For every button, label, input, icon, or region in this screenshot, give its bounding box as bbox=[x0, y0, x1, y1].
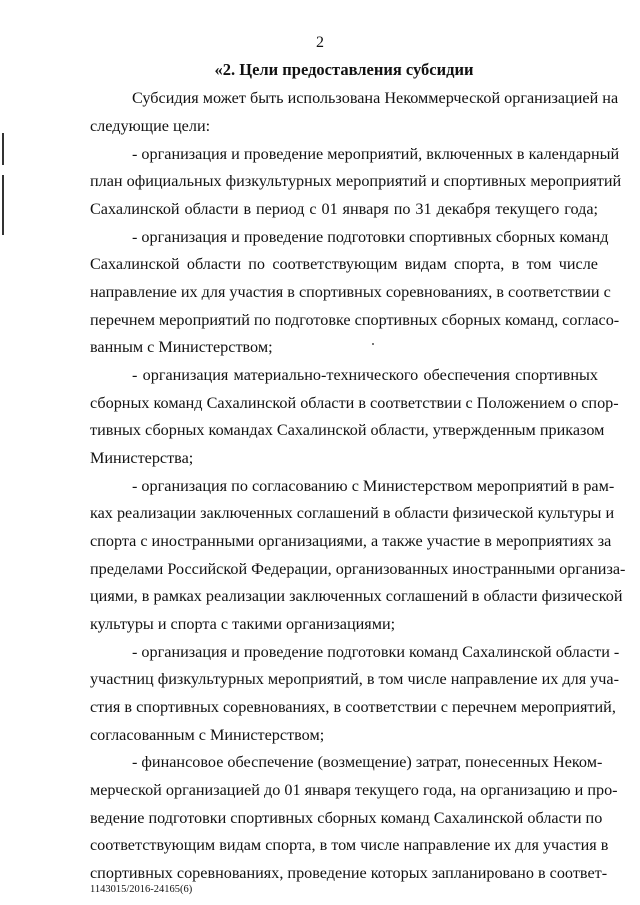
text-line: - организация по согласованию с Министерством мероприятий в рам- bbox=[132, 477, 615, 495]
text-line: тивных сборных командах Сахалинской области, утвержденным приказом bbox=[90, 421, 605, 439]
text-line: - организация материально-технического обеспечения спортивных bbox=[132, 366, 598, 384]
text-line: Министерства; bbox=[90, 449, 194, 467]
text-line: направление их для участия в спортивных соревнованиях, в соответствии с bbox=[90, 283, 611, 301]
text-line: Сахалинской области в период с 01 января по 31 декабря текущего года; bbox=[90, 200, 598, 218]
text-line: - организация и проведение подготовки спортивных сборных команд bbox=[132, 228, 609, 246]
margin-mark-bottom bbox=[2, 175, 4, 235]
text-line: пределами Российской Федерации, организованных иностранными организа- bbox=[90, 560, 626, 578]
text-line: согласованным с Министерством; bbox=[90, 726, 325, 744]
text-line: культуры и спорта с такими организациями; bbox=[90, 615, 396, 633]
margin-mark-top bbox=[2, 133, 4, 165]
document-footer: 1143015/2016-24165(6) bbox=[90, 884, 193, 895]
text-line: план официальных физкультурных мероприятий и спортивных мероприятий bbox=[90, 172, 622, 190]
text-line: соответствующим видам спорта, в том числе направление их для участия в bbox=[90, 836, 609, 854]
text-line: сборных команд Сахалинской области в соответствии с Положением о спор- bbox=[90, 394, 619, 412]
text-line: перечнем мероприятий по подготовке спортивных сборных команд, согласо- bbox=[90, 311, 620, 329]
text-line: участниц физкультурных мероприятий, в том числе направление их для уча- bbox=[90, 670, 619, 688]
text-line: Сахалинской области по соответствующим видам спорта, в том числе bbox=[90, 255, 598, 273]
text-line: стия в спортивных соревнованиях, в соответствии с перечнем мероприятий, bbox=[90, 698, 616, 716]
text-line: ках реализации заключенных соглашений в области физической культуры и bbox=[90, 504, 615, 522]
text-line: - организация и проведение подготовки команд Сахалинской области - bbox=[132, 643, 620, 661]
text-line: спортивных соревнованиях, проведение которых запланировано в соответ- bbox=[90, 864, 608, 882]
text-line: мерческой организацией до 01 января текущего года, на организацию и про- bbox=[90, 781, 618, 799]
text-line: - финансовое обеспечение (возмещение) затрат, понесенных Неком- bbox=[132, 753, 603, 771]
text-line: ведение подготовки спортивных сборных команд Сахалинской области по bbox=[90, 809, 603, 827]
text-line: - организация и проведение мероприятий, включенных в календарный bbox=[132, 145, 620, 163]
text-line: циями, в рамках реализации заключенных соглашений в области физической bbox=[90, 587, 623, 605]
text-line: Субсидия может быть использована Некоммерческой организацией на bbox=[132, 89, 619, 107]
section-heading: «2. Цели предоставления субсидии bbox=[214, 60, 474, 79]
text-line: ванным с Министерством; bbox=[90, 338, 273, 356]
page-number: 2 bbox=[316, 34, 324, 51]
text-line: следующие цели: bbox=[90, 117, 211, 135]
text-line: спорта с иностранными организациями, а также участие в мероприятиях за bbox=[90, 532, 612, 550]
